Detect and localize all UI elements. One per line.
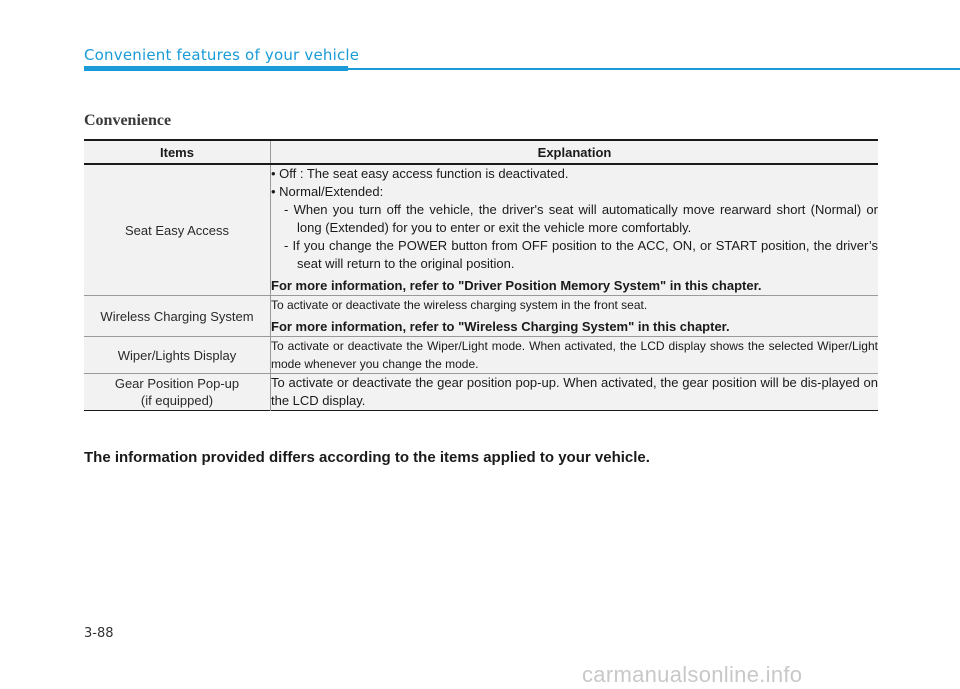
watermark: carmanualsonline.info: [582, 662, 803, 687]
table-row: [84, 374, 878, 411]
header-rule: [348, 68, 960, 70]
table-row: [84, 164, 878, 296]
footnote: The information provided differs according to the items applied to your vehicle.: [84, 449, 650, 466]
explanation-cell: [271, 337, 879, 374]
explanation-text: To activate or deactivate the gear position pop-up. When activated, the gear position will be dis-played on the LCD display.: [271, 375, 878, 408]
item-cell: Wireless Charging System: [84, 296, 271, 337]
explanation-sub-item: - If you change the POWER button from OFF position to the ACC, ON, or START position, the driver’s seat will return to the original position.: [284, 238, 878, 271]
table-row: [84, 296, 878, 337]
explanation-note: For more information, refer to "Wireless Charging System" in this chapter.: [271, 319, 730, 334]
explanation-text: To activate or deactivate the wireless charging system in the front seat.: [271, 298, 648, 312]
explanation-sub-item: - When you turn off the vehicle, the driver's seat will automatically move rearward short (Normal) or long (Extended) for you to enter or exit the vehicle more comfortably.: [284, 202, 878, 235]
item-label: Gear Position Pop-up: [114, 376, 240, 391]
item-qualifier: (if equipped): [140, 393, 214, 408]
explanation-note: For more information, refer to "Driver Position Memory System" in this chapter.: [271, 278, 762, 293]
item-cell: Seat Easy Access: [84, 164, 271, 296]
column-header-explanation: Explanation: [271, 140, 879, 164]
explanation-cell: [271, 374, 879, 411]
explanation-bullet: • Off : The seat easy access function is deactivated.: [271, 166, 569, 181]
table-row: [84, 337, 878, 374]
section-title: Convenience: [84, 112, 172, 129]
explanation-cell: [271, 296, 879, 337]
item-cell: Wiper/Lights Display: [84, 337, 271, 374]
explanation-bullet: • Normal/Extended:: [271, 184, 384, 199]
table-header-row: [84, 140, 878, 164]
column-header-items: Items: [84, 140, 271, 164]
explanation-text: To activate or deactivate the Wiper/Light mode. When activated, the LCD display shows the selected Wiper/Light mode whenever you change the mode.: [271, 339, 878, 371]
convenience-table: [84, 139, 878, 411]
item-cell: [84, 374, 271, 411]
page-number: 3-88: [84, 626, 114, 641]
explanation-cell: [271, 164, 879, 296]
header-accent-bar: [84, 66, 348, 71]
page-header-title: Convenient features of your vehicle: [84, 46, 360, 64]
